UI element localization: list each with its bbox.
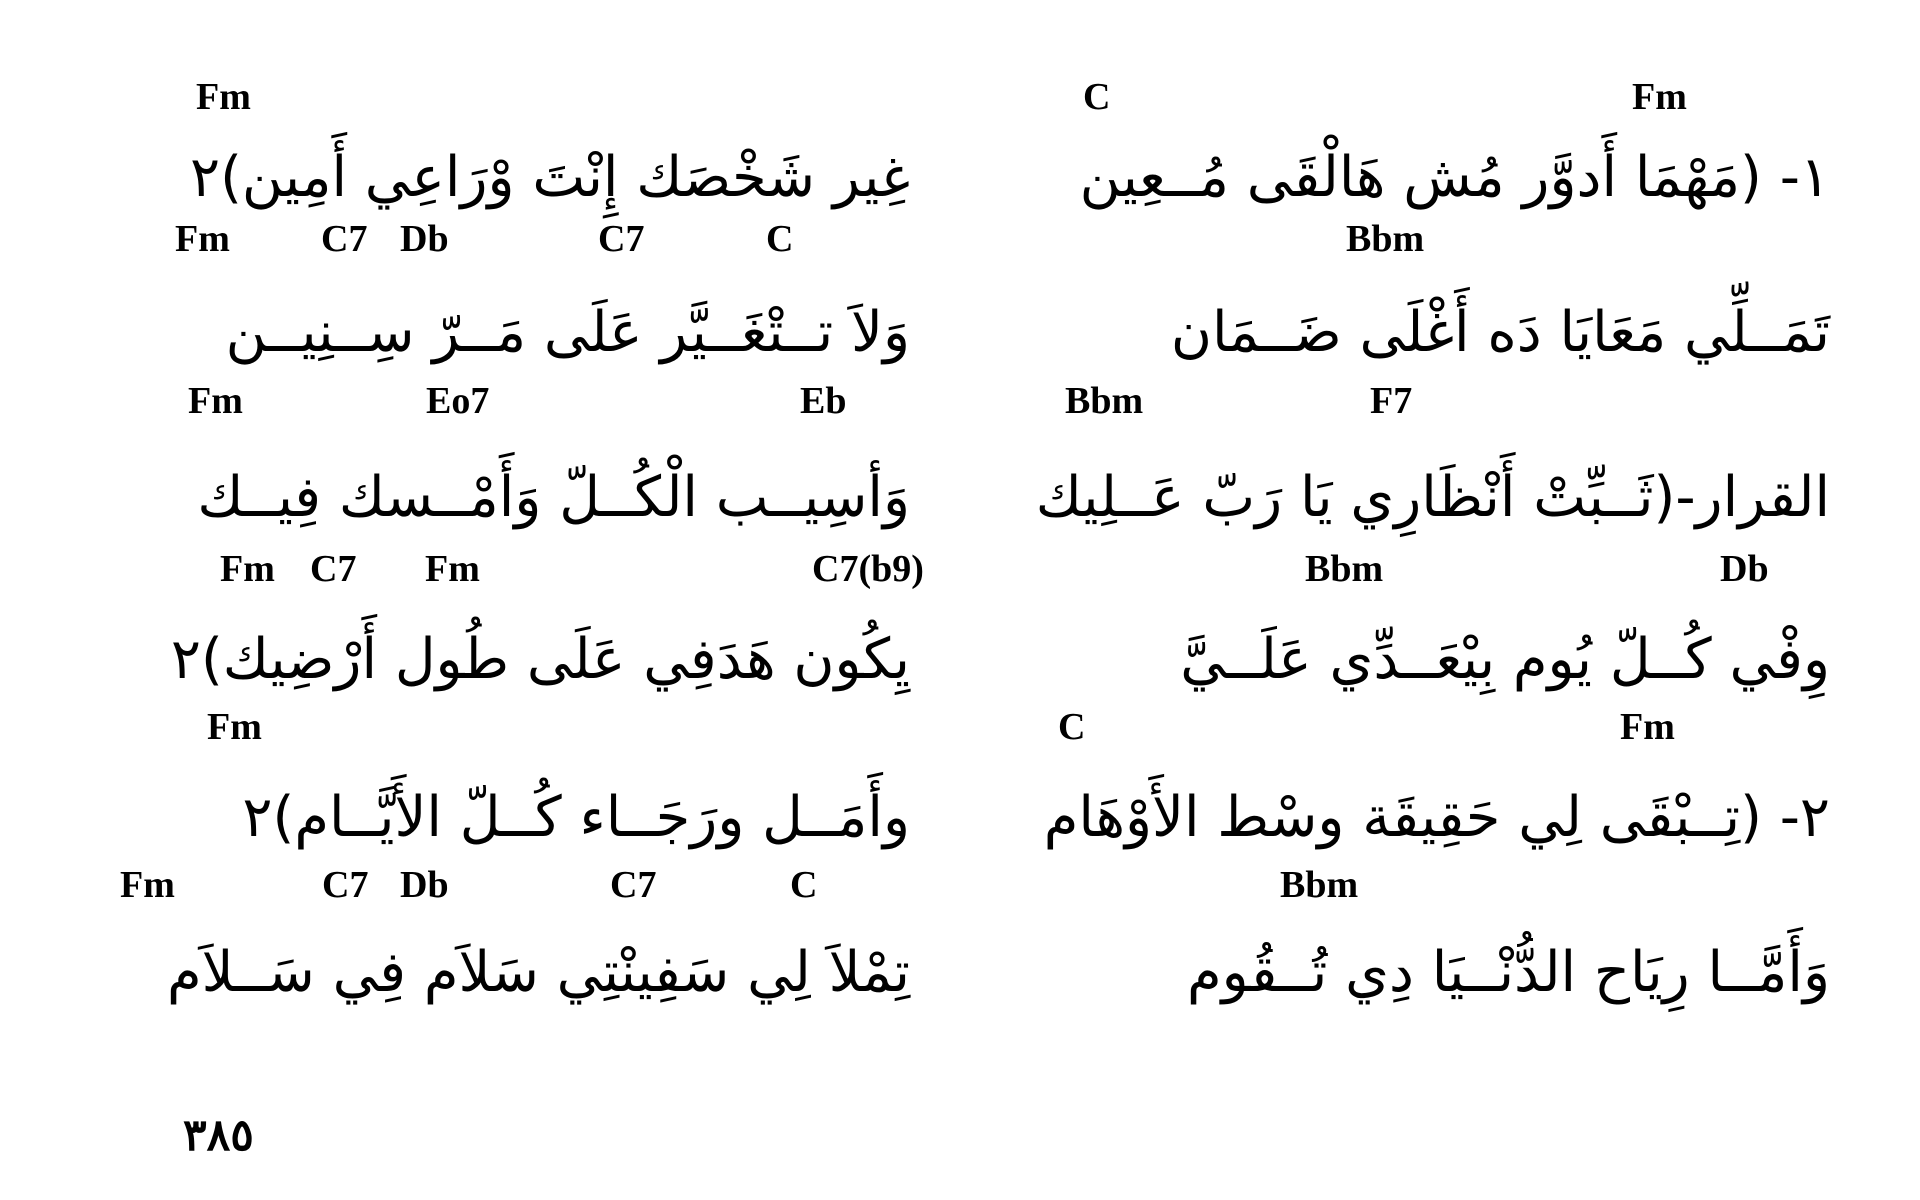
chord: Fm — [1620, 706, 1675, 748]
chord: C7 — [322, 864, 369, 906]
chord: C — [790, 864, 818, 906]
page-number: ٣٨٥ — [183, 1111, 254, 1160]
chord: Fm — [175, 218, 230, 260]
lyric-line-left: وَأسِيــب الْكُــلّ وَأَمْــسك فِيــك — [197, 465, 910, 530]
chord: C — [1083, 76, 1111, 118]
chord: C — [1058, 706, 1086, 748]
chord: F7 — [1370, 380, 1413, 422]
chord: Eb — [800, 380, 847, 422]
lyric-line-left: وأَمَــل ورَجَــاء كُــلّ الأَيَّــام)٢ — [242, 785, 910, 850]
chord: Eo7 — [426, 380, 490, 422]
chord: C7 — [598, 218, 645, 260]
chord: C7 — [321, 218, 368, 260]
chord: Fm — [196, 76, 251, 118]
chord: C7 — [610, 864, 657, 906]
chord: Fm — [220, 548, 275, 590]
chord: Db — [1720, 548, 1769, 590]
chord: Db — [400, 218, 449, 260]
chord: Fm — [120, 864, 175, 906]
chord: Fm — [188, 380, 243, 422]
chord: Fm — [1632, 76, 1687, 118]
lyric-line-right: القرار-(ثَــبِّتْ أَنْظَارِي يَا رَبّ عَــلِيك — [1035, 465, 1830, 530]
chord: Bbm — [1305, 548, 1384, 590]
lyric-line-right: ١- (مَهْمَا أَدوَّر مُش هَالْقَى مُــعِين — [1079, 145, 1830, 210]
chord: C7(b9) — [812, 548, 924, 590]
lyric-line-left: تِمْلاَ لِي سَفِينْتِي سَلاَم فِي سَــلاَم — [166, 940, 910, 1005]
chord: Bbm — [1346, 218, 1425, 260]
chord: Bbm — [1065, 380, 1144, 422]
chord: Db — [400, 864, 449, 906]
lyric-line-right: ٢- (تِــبْقَى لِي حَقِيقَة وسْط الأَوْهَام — [1043, 785, 1830, 850]
lyric-line-left: وَلاَ تــتْغَــيَّر عَلَى مَــرّ سِــنِيــن — [225, 300, 910, 365]
lyric-line-right: وِفْي كُــلّ يُوم بِيْعَــدِّي عَلَــيَّ — [1180, 627, 1830, 692]
chord: Bbm — [1280, 864, 1359, 906]
lyric-line-right: تَمَــلِّي مَعَايَا دَه أَغْلَى ضَــمَان — [1170, 300, 1830, 365]
lyric-line-left: غِير شَخْصَك إِنْتَ وْرَاعِي أَمِين)٢ — [190, 145, 910, 210]
chord: Fm — [425, 548, 480, 590]
chord: C7 — [310, 548, 357, 590]
chord: C — [766, 218, 794, 260]
chord: Fm — [207, 706, 262, 748]
lyric-line-right: وَأَمَّــا رِيَاح الدُّنْــيَا دِي تُــقُوم — [1187, 940, 1830, 1005]
lyric-line-left: يِكُون هَدَفِي عَلَى طُول أَرْضِيك)٢ — [170, 627, 910, 692]
